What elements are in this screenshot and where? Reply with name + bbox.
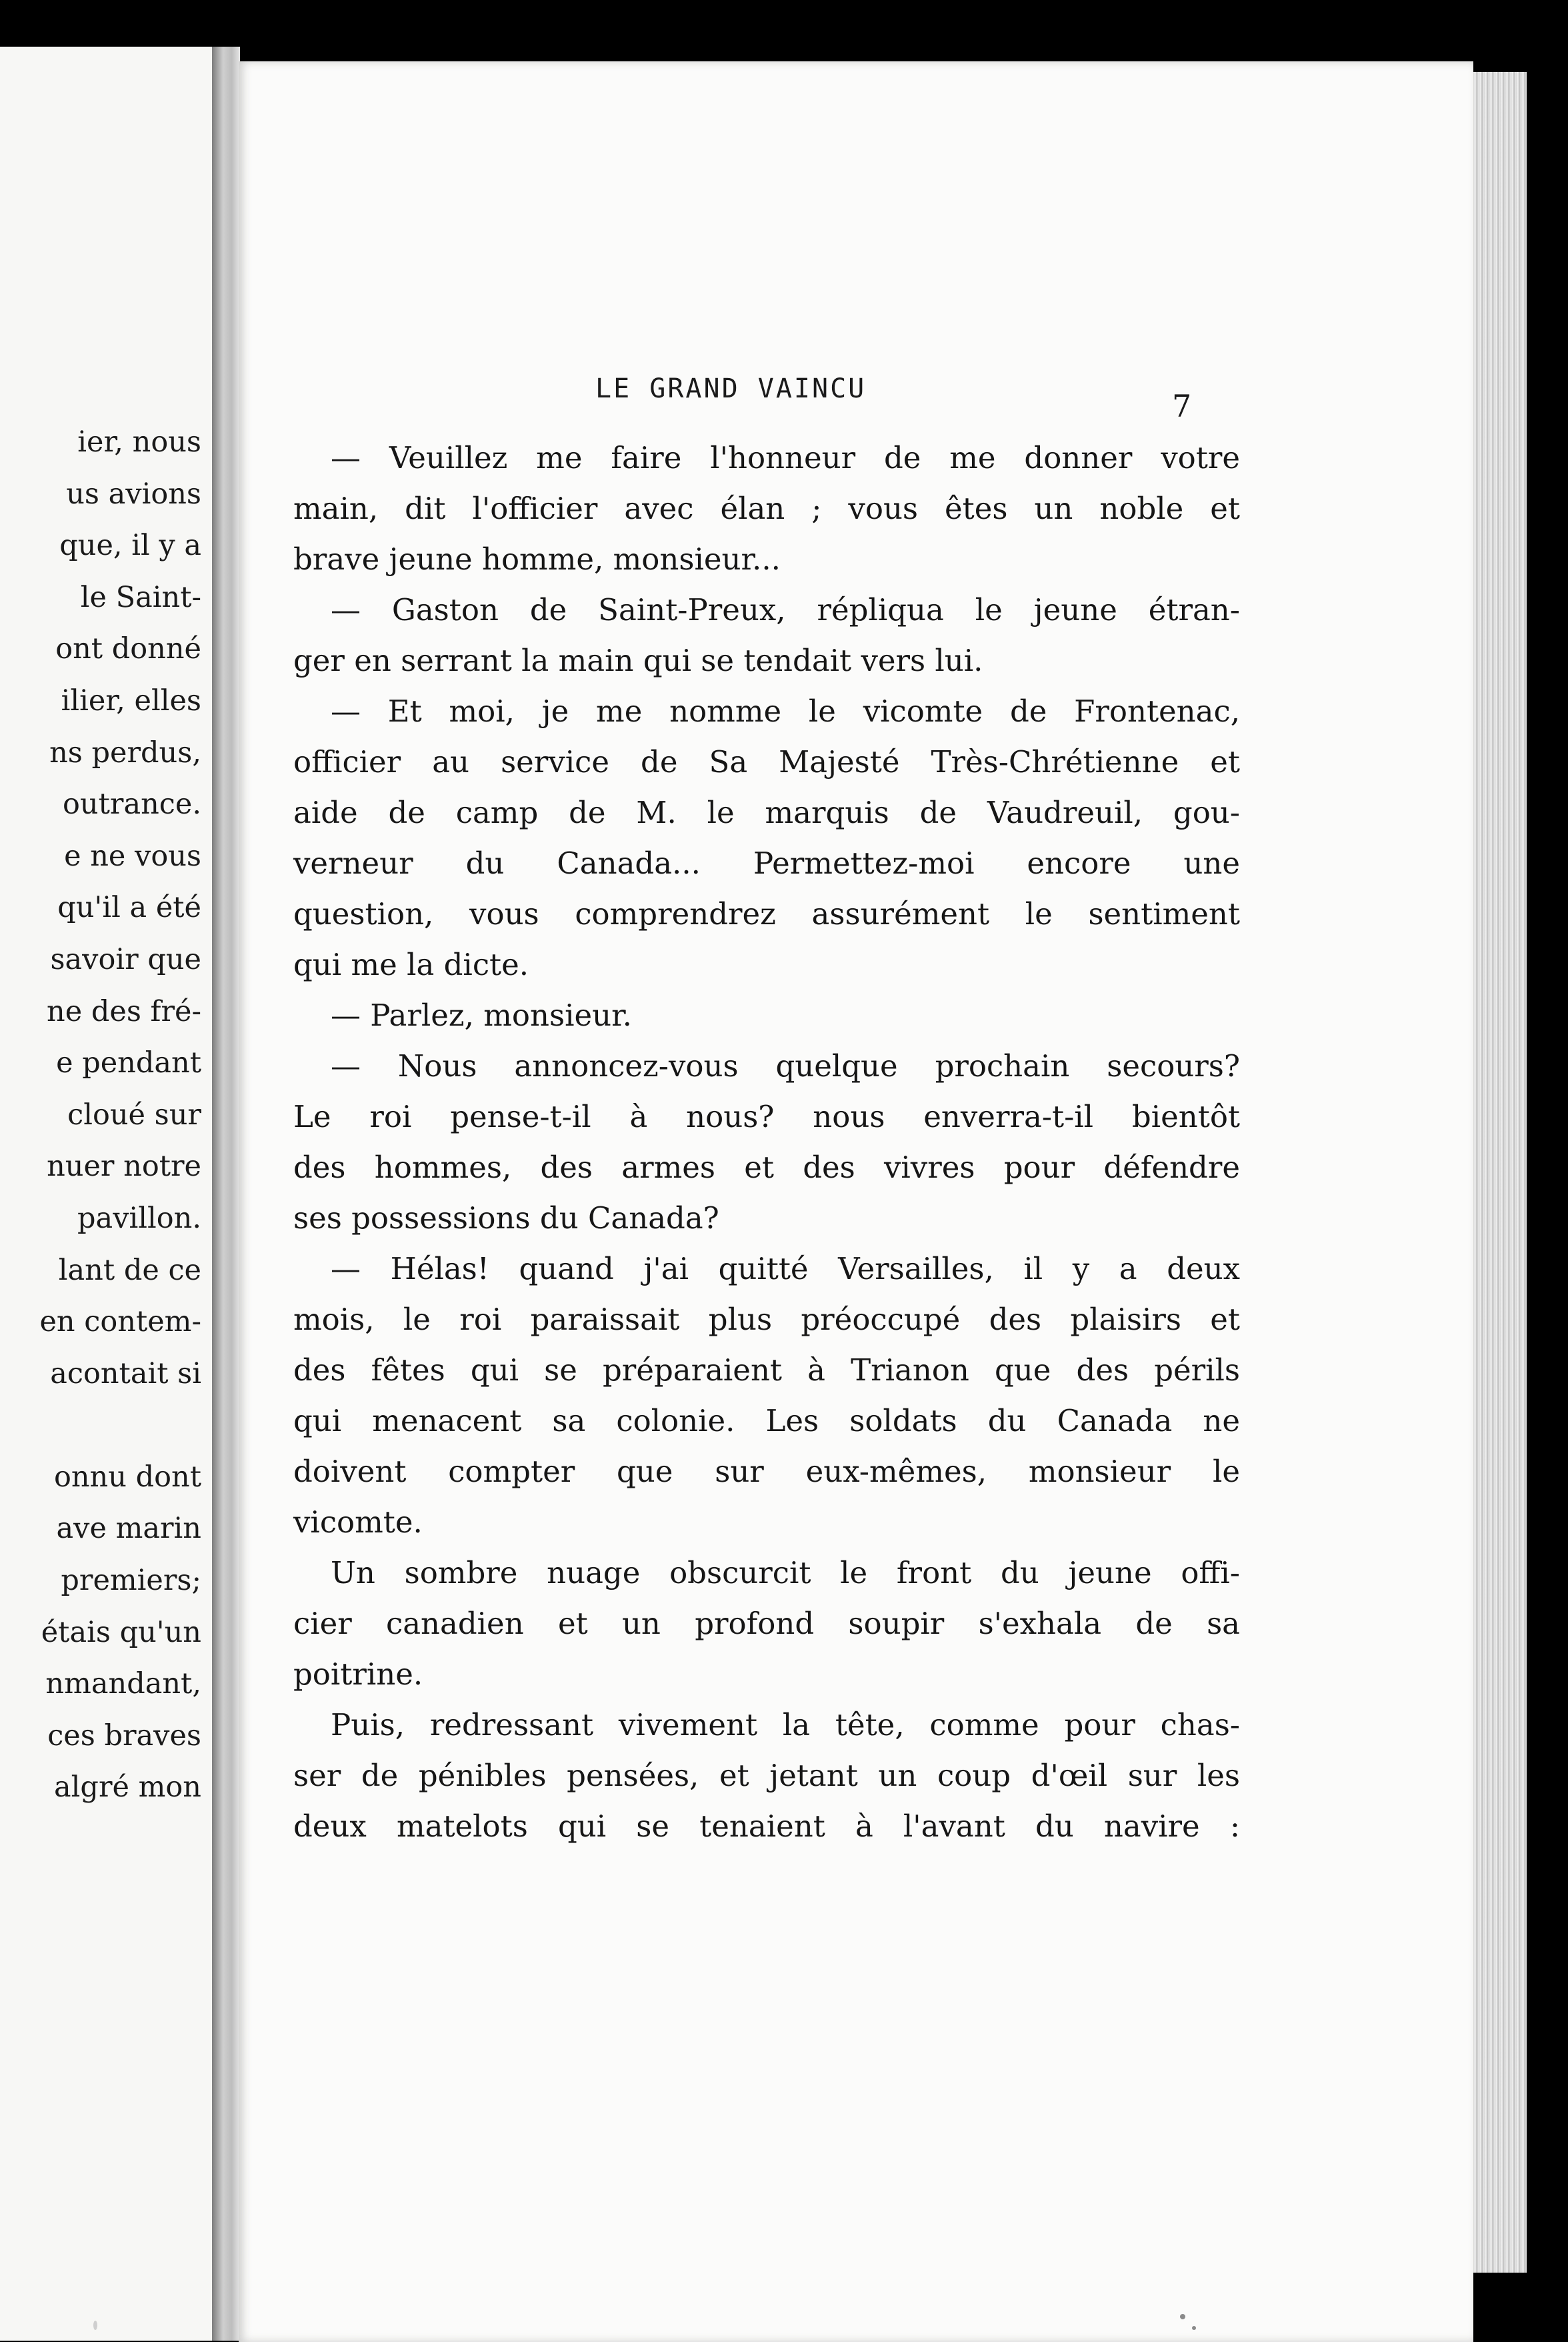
text-line: — Gaston de Saint-Preux, répliqua le jeune étran- — [331, 592, 1240, 628]
left-page-line: algré mon — [54, 1771, 201, 1805]
text-line: officier au service de Sa Majesté Très-Chrétienne et — [293, 744, 1240, 780]
left-page-line: outrance. — [63, 788, 201, 822]
left-page-line: ilier, elles — [61, 684, 201, 718]
text-line: verneur du Canada... Permettez-moi encore une — [293, 846, 1240, 881]
text-line: main, dit l'officier avec élan ; vous êtes un noble et — [293, 491, 1240, 526]
text-line: — Hélas! quand j'ai quitté Versailles, il y a deux — [331, 1251, 1240, 1286]
left-page-line: cloué sur — [67, 1098, 201, 1132]
left-page-line: nuer notre — [47, 1150, 201, 1184]
page-body-text — [293, 433, 1240, 1852]
left-page-line: qu'il a été — [57, 891, 201, 925]
text-line: — Nous annoncez-vous quelque prochain secours? — [331, 1048, 1240, 1084]
left-page-line: ne des fré- — [47, 994, 201, 1028]
right-page — [239, 61, 1473, 2342]
text-line: — Et moi, je me nomme le vicomte de Frontenac, — [331, 694, 1240, 729]
page-edge-stack — [1473, 72, 1527, 2273]
text-line: Puis, redressant vivement la tête, comme pour chas- — [331, 1707, 1240, 1742]
left-page-line: le Saint- — [80, 580, 201, 614]
text-line: des hommes, des armes et des vivres pour défendre — [293, 1150, 1240, 1185]
left-page-line: savoir que — [50, 942, 201, 976]
left-page-line: que, il y a — [59, 529, 201, 563]
running-head: LE GRAND VAINCU — [595, 373, 867, 404]
scan-speck — [1180, 2314, 1185, 2319]
page-number: 7 — [1172, 388, 1192, 424]
text-line: Un sombre nuage obscurcit le front du jeune offi- — [331, 1555, 1240, 1590]
text-line: deux matelots qui se tenaient à l'avant du navire : — [293, 1809, 1240, 1844]
text-line: — Parlez, monsieur. — [331, 998, 632, 1033]
text-line: Le roi pense-t-il à nous? nous enverra-t-il bientôt — [293, 1099, 1240, 1134]
text-line: — Veuillez me faire l'honneur de me donner votre — [331, 440, 1240, 475]
text-line: des fêtes qui se préparaient à Trianon que des périls — [293, 1352, 1240, 1388]
left-page-line: ier, nous — [77, 425, 201, 459]
text-line: qui menacent sa colonie. Les soldats du Canada ne — [293, 1403, 1240, 1438]
left-page-line: nmandant, — [45, 1667, 201, 1701]
text-line: mois, le roi paraissait plus préoccupé des plaisirs et — [293, 1302, 1240, 1337]
page-header — [239, 373, 1473, 424]
left-page-line: ns perdus, — [49, 736, 201, 770]
text-line: ger en serrant la main qui se tendait vers lui. — [293, 643, 983, 678]
left-page-line: pavillon. — [77, 1201, 201, 1235]
text-line: vicomte. — [293, 1504, 423, 1540]
text-line: brave jeune homme, monsieur... — [293, 541, 781, 577]
left-page-line: us avions — [66, 477, 201, 511]
left-page-line: acontait si — [50, 1356, 201, 1390]
text-line: poitrine. — [293, 1656, 423, 1692]
left-page-line: ont donné — [55, 632, 201, 666]
left-page-fragment — [0, 47, 212, 2341]
text-line: cier canadien et un profond soupir s'exhala de sa — [293, 1606, 1240, 1641]
text-line: ses possessions du Canada? — [293, 1200, 719, 1236]
text-line: doivent compter que sur eux-mêmes, monsieur le — [293, 1454, 1240, 1489]
book-gutter — [212, 47, 240, 2341]
text-line: ser de pénibles pensées, et jetant un coup d'œil sur les — [293, 1758, 1240, 1793]
scan-speck — [93, 2321, 97, 2330]
left-page-text — [0, 417, 201, 1814]
left-page-line: onnu dont — [53, 1460, 201, 1494]
text-line: aide de camp de M. le marquis de Vaudreuil, gou- — [293, 795, 1240, 830]
text-line: qui me la dicte. — [293, 947, 529, 982]
left-page-line: premiers; — [61, 1564, 201, 1598]
left-page-line: lant de ce — [58, 1253, 201, 1287]
scan-speck — [1192, 2326, 1196, 2330]
left-page-line: en contem- — [39, 1305, 201, 1339]
left-page-line: e ne vous — [64, 839, 201, 873]
left-page-line — [0, 1400, 201, 1452]
left-page-line: ave marin — [56, 1512, 201, 1546]
text-line: question, vous comprendrez assurément le sentiment — [293, 896, 1240, 932]
left-page-line: e pendant — [56, 1046, 201, 1080]
left-page-line: ces braves — [47, 1718, 201, 1752]
left-page-line: étais qu'un — [41, 1615, 201, 1649]
